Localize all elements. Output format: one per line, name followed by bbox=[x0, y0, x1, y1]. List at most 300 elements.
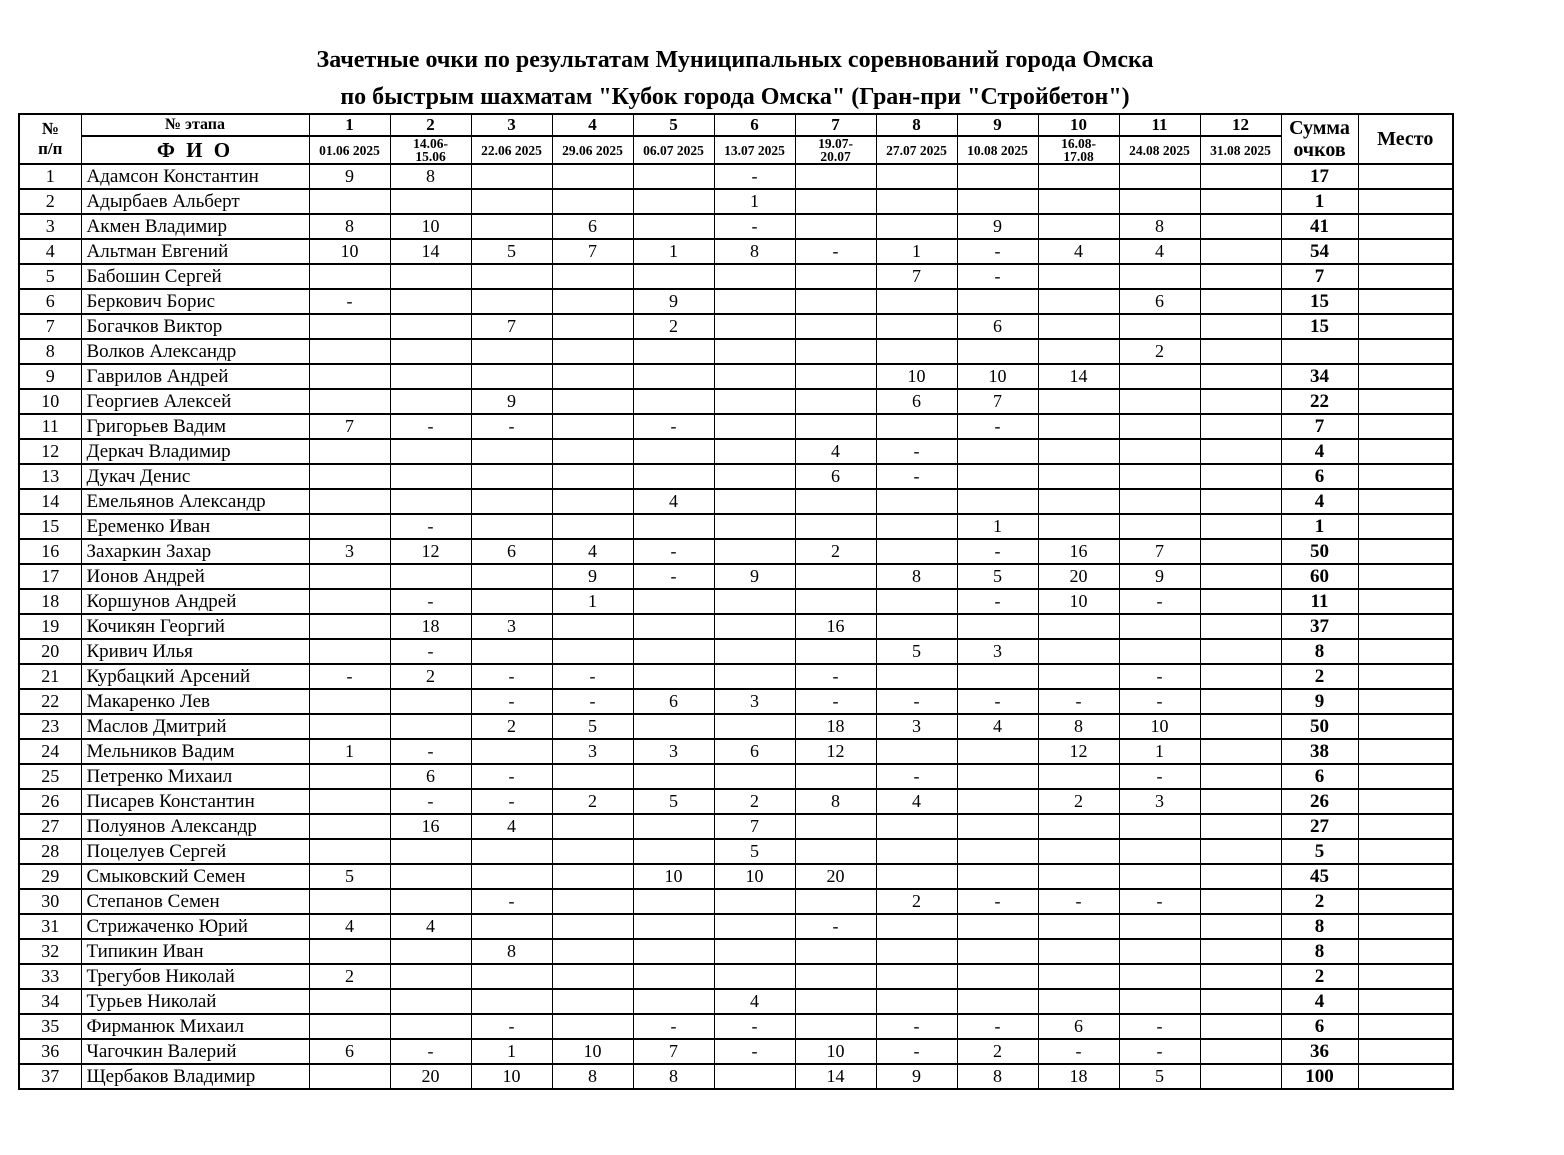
stage-cell bbox=[1119, 439, 1200, 464]
stage-cell: 6 bbox=[390, 764, 471, 789]
stage-cell: 6 bbox=[957, 314, 1038, 339]
stage-cell bbox=[1200, 314, 1281, 339]
stage-cell bbox=[957, 814, 1038, 839]
place-cell bbox=[1358, 739, 1453, 764]
stage-cell bbox=[309, 339, 390, 364]
player-name: Дукач Денис bbox=[81, 464, 309, 489]
stage-cell bbox=[309, 439, 390, 464]
stage-cell bbox=[876, 214, 957, 239]
stage-cell bbox=[795, 164, 876, 189]
stage-cell bbox=[1038, 764, 1119, 789]
stage-cell: - bbox=[957, 1014, 1038, 1039]
table-row bbox=[19, 789, 1453, 814]
table-row bbox=[19, 489, 1453, 514]
stage-cell bbox=[795, 814, 876, 839]
sum-cell: 4 bbox=[1281, 489, 1358, 514]
stage-cell bbox=[1119, 514, 1200, 539]
stage-cell bbox=[795, 264, 876, 289]
stage-cell bbox=[471, 739, 552, 764]
stage-cell bbox=[1200, 614, 1281, 639]
stage-cell bbox=[309, 389, 390, 414]
stage-cell bbox=[1038, 914, 1119, 939]
stage-cell bbox=[957, 864, 1038, 889]
place-cell bbox=[1358, 614, 1453, 639]
stage-cell bbox=[876, 289, 957, 314]
stage-cell bbox=[552, 864, 633, 889]
stage-cell bbox=[1200, 514, 1281, 539]
stage-cell bbox=[714, 964, 795, 989]
stage-cell bbox=[1200, 1014, 1281, 1039]
player-name: Коршунов Андрей bbox=[81, 589, 309, 614]
stage-cell: - bbox=[795, 664, 876, 689]
stage-cell bbox=[552, 264, 633, 289]
stage-cell bbox=[876, 489, 957, 514]
stage-cell bbox=[633, 914, 714, 939]
stage-cell: 8 bbox=[795, 789, 876, 814]
stage-cell bbox=[1200, 289, 1281, 314]
stage-cell bbox=[957, 964, 1038, 989]
stage-cell bbox=[390, 314, 471, 339]
header-sum-line-2: очков bbox=[1293, 139, 1346, 161]
stage-cell bbox=[633, 264, 714, 289]
stage-cell: 3 bbox=[633, 739, 714, 764]
stage-cell bbox=[876, 864, 957, 889]
row-number: 24 bbox=[19, 739, 81, 764]
stage-cell: 2 bbox=[633, 314, 714, 339]
stage-cell bbox=[390, 389, 471, 414]
stage-cell: - bbox=[876, 1039, 957, 1064]
table-row bbox=[19, 539, 1453, 564]
stage-cell bbox=[552, 614, 633, 639]
stage-cell: 3 bbox=[309, 539, 390, 564]
table-row bbox=[19, 589, 1453, 614]
stage-cell: 7 bbox=[552, 239, 633, 264]
stage-cell bbox=[1119, 464, 1200, 489]
stage-cell bbox=[957, 189, 1038, 214]
stage-cell bbox=[471, 364, 552, 389]
stage-cell bbox=[1200, 589, 1281, 614]
stage-cell: - bbox=[390, 1039, 471, 1064]
place-cell bbox=[1358, 1039, 1453, 1064]
stage-cell bbox=[714, 289, 795, 314]
sum-cell bbox=[1281, 339, 1358, 364]
place-cell bbox=[1358, 1064, 1453, 1089]
stage-cell bbox=[552, 439, 633, 464]
stage-cell bbox=[1038, 639, 1119, 664]
stage-cell bbox=[309, 489, 390, 514]
stage-cell: - bbox=[714, 214, 795, 239]
stage-cell: - bbox=[390, 739, 471, 764]
stage-cell: 1 bbox=[714, 189, 795, 214]
player-name: Еременко Иван bbox=[81, 514, 309, 539]
stage-cell: 5 bbox=[957, 564, 1038, 589]
header-stage-date: 19.07- 20.07 bbox=[795, 136, 876, 164]
stage-cell: 8 bbox=[714, 239, 795, 264]
stage-cell: 4 bbox=[552, 539, 633, 564]
stage-cell bbox=[1038, 289, 1119, 314]
player-name: Гаврилов Андрей bbox=[81, 364, 309, 389]
stage-cell: - bbox=[471, 889, 552, 914]
header-sum bbox=[1281, 114, 1358, 164]
row-number: 21 bbox=[19, 664, 81, 689]
stage-cell bbox=[1200, 689, 1281, 714]
stage-cell bbox=[309, 814, 390, 839]
stage-cell: - bbox=[795, 239, 876, 264]
stage-cell bbox=[714, 889, 795, 914]
stage-cell: 7 bbox=[471, 314, 552, 339]
stage-cell: 1 bbox=[876, 239, 957, 264]
stage-cell bbox=[1119, 989, 1200, 1014]
stage-cell: - bbox=[471, 789, 552, 814]
stage-cell bbox=[552, 639, 633, 664]
row-number: 6 bbox=[19, 289, 81, 314]
stage-cell bbox=[957, 164, 1038, 189]
stage-cell: 6 bbox=[633, 689, 714, 714]
stage-cell bbox=[633, 464, 714, 489]
stage-cell bbox=[795, 939, 876, 964]
row-number: 7 bbox=[19, 314, 81, 339]
header-stage-date: 01.06 2025 bbox=[309, 136, 390, 164]
stage-cell bbox=[309, 939, 390, 964]
stage-cell bbox=[552, 389, 633, 414]
table-row bbox=[19, 339, 1453, 364]
stage-cell bbox=[1038, 314, 1119, 339]
stage-cell: 16 bbox=[795, 614, 876, 639]
stage-cell bbox=[309, 689, 390, 714]
stage-cell: 10 bbox=[390, 214, 471, 239]
row-number: 14 bbox=[19, 489, 81, 514]
stage-cell bbox=[552, 364, 633, 389]
place-cell bbox=[1358, 989, 1453, 1014]
stage-cell: - bbox=[1119, 889, 1200, 914]
stage-cell bbox=[876, 614, 957, 639]
stage-cell bbox=[552, 939, 633, 964]
stage-cell bbox=[390, 939, 471, 964]
stage-cell bbox=[1119, 414, 1200, 439]
stage-cell bbox=[552, 964, 633, 989]
stage-cell bbox=[1200, 789, 1281, 814]
stage-cell bbox=[552, 464, 633, 489]
stage-cell bbox=[714, 614, 795, 639]
header-stage-number: 10 bbox=[1038, 114, 1119, 136]
stage-cell bbox=[633, 589, 714, 614]
row-number: 22 bbox=[19, 689, 81, 714]
sum-cell: 7 bbox=[1281, 414, 1358, 439]
stage-cell: - bbox=[957, 264, 1038, 289]
stage-cell bbox=[1200, 739, 1281, 764]
stage-cell: 10 bbox=[552, 1039, 633, 1064]
stage-cell: 2 bbox=[1119, 339, 1200, 364]
stage-cell bbox=[957, 464, 1038, 489]
place-cell bbox=[1358, 364, 1453, 389]
stage-cell bbox=[309, 839, 390, 864]
stage-cell: 5 bbox=[471, 239, 552, 264]
stage-cell bbox=[633, 189, 714, 214]
stage-cell: 2 bbox=[876, 889, 957, 914]
stage-cell: - bbox=[390, 414, 471, 439]
stage-cell bbox=[1200, 864, 1281, 889]
stage-cell bbox=[633, 439, 714, 464]
table-row bbox=[19, 389, 1453, 414]
stage-cell bbox=[1200, 239, 1281, 264]
stage-cell: 5 bbox=[552, 714, 633, 739]
row-number: 20 bbox=[19, 639, 81, 664]
stage-cell: 8 bbox=[552, 1064, 633, 1089]
stage-cell bbox=[795, 189, 876, 214]
stage-cell: 4 bbox=[633, 489, 714, 514]
player-name: Георгиев Алексей bbox=[81, 389, 309, 414]
place-cell bbox=[1358, 439, 1453, 464]
stage-cell: 14 bbox=[795, 1064, 876, 1089]
stage-cell: 3 bbox=[957, 639, 1038, 664]
stage-cell bbox=[390, 714, 471, 739]
stage-cell bbox=[1119, 189, 1200, 214]
stage-cell bbox=[390, 464, 471, 489]
sum-cell: 4 bbox=[1281, 439, 1358, 464]
player-name: Захаркин Захар bbox=[81, 539, 309, 564]
stage-cell: - bbox=[309, 664, 390, 689]
header-stage-date: 22.06 2025 bbox=[471, 136, 552, 164]
stage-cell: - bbox=[957, 589, 1038, 614]
sum-cell: 100 bbox=[1281, 1064, 1358, 1089]
table-row bbox=[19, 889, 1453, 914]
stage-cell: 10 bbox=[1038, 589, 1119, 614]
stage-cell bbox=[876, 814, 957, 839]
stage-cell: 9 bbox=[633, 289, 714, 314]
stage-cell bbox=[1200, 564, 1281, 589]
place-cell bbox=[1358, 789, 1453, 814]
header-place: Место bbox=[1358, 114, 1453, 164]
row-number: 33 bbox=[19, 964, 81, 989]
sum-cell: 2 bbox=[1281, 964, 1358, 989]
stage-cell bbox=[1038, 814, 1119, 839]
sum-cell: 9 bbox=[1281, 689, 1358, 714]
stage-cell bbox=[1200, 989, 1281, 1014]
stage-cell: - bbox=[957, 239, 1038, 264]
player-name: Акмен Владимир bbox=[81, 214, 309, 239]
sum-cell: 26 bbox=[1281, 789, 1358, 814]
stage-cell bbox=[957, 939, 1038, 964]
header-stage-date: 10.08 2025 bbox=[957, 136, 1038, 164]
stage-cell bbox=[1119, 964, 1200, 989]
stage-cell bbox=[309, 789, 390, 814]
stage-cell bbox=[309, 264, 390, 289]
stage-cell: 3 bbox=[1119, 789, 1200, 814]
header-stage-date: 29.06 2025 bbox=[552, 136, 633, 164]
player-name: Трегубов Николай bbox=[81, 964, 309, 989]
sum-cell: 4 bbox=[1281, 989, 1358, 1014]
stage-cell bbox=[957, 664, 1038, 689]
stage-cell: 3 bbox=[552, 739, 633, 764]
stage-cell bbox=[552, 339, 633, 364]
row-number: 16 bbox=[19, 539, 81, 564]
sum-cell: 34 bbox=[1281, 364, 1358, 389]
stage-cell bbox=[795, 889, 876, 914]
results-table bbox=[18, 113, 1454, 1090]
stage-cell: - bbox=[633, 414, 714, 439]
place-cell bbox=[1358, 164, 1453, 189]
stage-cell bbox=[714, 539, 795, 564]
stage-cell bbox=[1200, 639, 1281, 664]
stage-cell bbox=[795, 989, 876, 1014]
stage-cell bbox=[795, 839, 876, 864]
row-number: 27 bbox=[19, 814, 81, 839]
row-number: 1 bbox=[19, 164, 81, 189]
stage-cell bbox=[876, 964, 957, 989]
stage-cell: 6 bbox=[1038, 1014, 1119, 1039]
stage-cell bbox=[1200, 964, 1281, 989]
stage-cell: 4 bbox=[714, 989, 795, 1014]
stage-cell: 6 bbox=[714, 739, 795, 764]
stage-cell: 2 bbox=[714, 789, 795, 814]
stage-cell: - bbox=[714, 164, 795, 189]
stage-cell bbox=[714, 339, 795, 364]
stage-cell: 7 bbox=[633, 1039, 714, 1064]
table-row bbox=[19, 939, 1453, 964]
stage-cell bbox=[471, 189, 552, 214]
stage-cell: 6 bbox=[795, 464, 876, 489]
stage-cell bbox=[309, 464, 390, 489]
row-number: 11 bbox=[19, 414, 81, 439]
stage-cell bbox=[471, 964, 552, 989]
row-number: 4 bbox=[19, 239, 81, 264]
stage-cell bbox=[876, 539, 957, 564]
stage-cell bbox=[1038, 514, 1119, 539]
table-row bbox=[19, 314, 1453, 339]
stage-cell bbox=[1038, 414, 1119, 439]
player-name: Мельников Вадим bbox=[81, 739, 309, 764]
table-row bbox=[19, 214, 1453, 239]
stage-cell: 18 bbox=[1038, 1064, 1119, 1089]
stage-cell bbox=[876, 989, 957, 1014]
player-name: Альтман Евгений bbox=[81, 239, 309, 264]
stage-cell bbox=[1038, 439, 1119, 464]
stage-cell bbox=[714, 264, 795, 289]
table-row bbox=[19, 914, 1453, 939]
sum-cell: 36 bbox=[1281, 1039, 1358, 1064]
row-number: 8 bbox=[19, 339, 81, 364]
header-stage-number: 5 bbox=[633, 114, 714, 136]
place-cell bbox=[1358, 264, 1453, 289]
stage-cell: 8 bbox=[471, 939, 552, 964]
stage-cell bbox=[552, 289, 633, 314]
header-stage-date: 14.06- 15.06 bbox=[390, 136, 471, 164]
stage-cell bbox=[633, 664, 714, 689]
stage-cell bbox=[1038, 614, 1119, 639]
stage-cell: - bbox=[1119, 1014, 1200, 1039]
stage-cell bbox=[309, 889, 390, 914]
stage-cell: - bbox=[1038, 689, 1119, 714]
place-cell bbox=[1358, 664, 1453, 689]
stage-cell: - bbox=[633, 1014, 714, 1039]
sum-cell: 8 bbox=[1281, 939, 1358, 964]
table-row bbox=[19, 364, 1453, 389]
stage-cell bbox=[1119, 314, 1200, 339]
stage-cell: - bbox=[876, 764, 957, 789]
stage-cell bbox=[1200, 539, 1281, 564]
stage-cell bbox=[471, 914, 552, 939]
stage-cell bbox=[552, 164, 633, 189]
stage-cell: - bbox=[1119, 589, 1200, 614]
sum-cell: 38 bbox=[1281, 739, 1358, 764]
header-stage-number: 2 bbox=[390, 114, 471, 136]
stage-cell bbox=[795, 1014, 876, 1039]
stage-cell bbox=[714, 464, 795, 489]
player-name: Щербаков Владимир bbox=[81, 1064, 309, 1089]
stage-cell bbox=[552, 764, 633, 789]
row-number: 3 bbox=[19, 214, 81, 239]
stage-cell bbox=[1119, 364, 1200, 389]
stage-cell bbox=[1200, 939, 1281, 964]
stage-cell: 10 bbox=[714, 864, 795, 889]
stage-cell bbox=[552, 839, 633, 864]
stage-cell bbox=[552, 914, 633, 939]
stage-cell bbox=[471, 339, 552, 364]
stage-cell: 5 bbox=[876, 639, 957, 664]
sum-cell: 50 bbox=[1281, 714, 1358, 739]
stage-cell bbox=[1038, 864, 1119, 889]
stage-cell: 1 bbox=[633, 239, 714, 264]
place-cell bbox=[1358, 564, 1453, 589]
stage-cell bbox=[876, 939, 957, 964]
player-name: Смыковский Семен bbox=[81, 864, 309, 889]
header-stage-number: 7 bbox=[795, 114, 876, 136]
stage-cell: 16 bbox=[390, 814, 471, 839]
header-stage-label: № этапа bbox=[81, 114, 309, 136]
stage-cell bbox=[1200, 1039, 1281, 1064]
stage-cell bbox=[633, 989, 714, 1014]
table-row bbox=[19, 689, 1453, 714]
header-stage-date: 27.07 2025 bbox=[876, 136, 957, 164]
stage-cell: 10 bbox=[471, 1064, 552, 1089]
place-cell bbox=[1358, 714, 1453, 739]
stage-cell bbox=[633, 364, 714, 389]
header-stage-number: 8 bbox=[876, 114, 957, 136]
row-number: 23 bbox=[19, 714, 81, 739]
player-name: Адырбаев Альберт bbox=[81, 189, 309, 214]
place-cell bbox=[1358, 939, 1453, 964]
stage-cell: 4 bbox=[1038, 239, 1119, 264]
stage-cell bbox=[471, 164, 552, 189]
stage-cell bbox=[957, 989, 1038, 1014]
stage-cell: 2 bbox=[309, 964, 390, 989]
place-cell bbox=[1358, 764, 1453, 789]
stage-cell bbox=[390, 839, 471, 864]
stage-cell: - bbox=[957, 889, 1038, 914]
stage-cell: 12 bbox=[795, 739, 876, 764]
stage-cell bbox=[309, 314, 390, 339]
stage-cell: 6 bbox=[552, 214, 633, 239]
place-cell bbox=[1358, 239, 1453, 264]
stage-cell bbox=[1038, 939, 1119, 964]
stage-cell bbox=[876, 414, 957, 439]
stage-cell bbox=[552, 814, 633, 839]
stage-cell bbox=[633, 714, 714, 739]
stage-cell bbox=[633, 514, 714, 539]
stage-cell: 2 bbox=[957, 1039, 1038, 1064]
stage-cell bbox=[1038, 839, 1119, 864]
stage-cell bbox=[714, 714, 795, 739]
table-row bbox=[19, 164, 1453, 189]
stage-cell: 9 bbox=[1119, 564, 1200, 589]
stage-cell bbox=[714, 414, 795, 439]
stage-cell bbox=[1119, 264, 1200, 289]
row-number: 5 bbox=[19, 264, 81, 289]
stage-cell bbox=[471, 514, 552, 539]
stage-cell bbox=[390, 1014, 471, 1039]
sum-cell: 15 bbox=[1281, 289, 1358, 314]
stage-cell: - bbox=[471, 1014, 552, 1039]
